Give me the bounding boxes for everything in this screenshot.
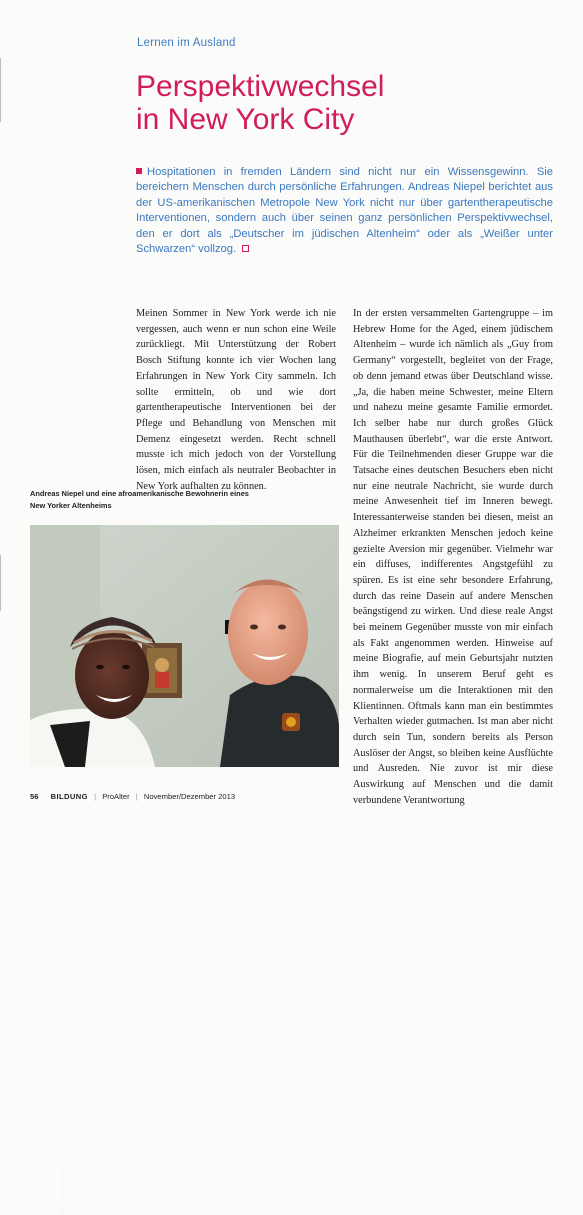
caption-line-2: New Yorker Altenheims	[30, 501, 112, 510]
photo-credit: Foto: Andreas Niepel	[61, 1168, 67, 1215]
footer-separator: |	[94, 792, 97, 801]
scan-edge-line	[0, 555, 1, 611]
footer-magazine: ProAlter	[102, 792, 130, 801]
body-column-1	[136, 306, 336, 494]
square-end-icon	[242, 245, 249, 252]
section-label: Lernen im Ausland	[137, 37, 236, 49]
caption-line-1: Andreas Niepel und eine afroamerikanische Bewohnerin eines	[30, 489, 249, 498]
photo-illustration	[30, 525, 339, 767]
title-line-1: Perspektivwechsel	[136, 70, 385, 103]
footer-section: BILDUNG	[50, 792, 88, 801]
square-bullet-icon	[136, 168, 142, 174]
body-paragraph: Meinen Sommer in New York werde ich nie vergessen, auch wenn er nun schon eine Weile zurückliegt. Mit Unterstützung der Robert Bosch Stiftung konnte ich vier Wochen lang Erfahrungen in New York City sammeln. Ich sollte ermitteln, ob und wie dort gartentherapeutische Interventionen bei der Pflege und Behandlung von Menschen mit Demenz eingesetzt werden. Recht schnell musste ich mich jedoch von der Vorstellung lösen, mich einfach als neutraler Beobachter in New York aufhalten zu können.	[136, 308, 336, 492]
page-footer	[30, 792, 235, 801]
body-paragraph: In der ersten versammelten Gartengruppe – im Hebrew Home for the Aged, einem jüdischem Altenheim – wurde ich nämlich als „Guy from Germany“ vorgestellt, begleitet von der Frage, ob denn jemand etwas über Deutschland wisse. „Ja, die haben meine Schwester, meine Eltern und nahezu meine gesamte Familie ermordet. Ich selber habe nur durch großes Glück Mauthausen überlebt“, war die erste Antwort. Für die Teilnehmenden dieser Gruppe war die Tatsache eines deutschen Besuchers eben nicht nur eine neutrale Nachricht, sie wurde durch meine Anwesenheit tief im Inneren bewegt. Interessanterweise standen bei diesen, meist an Alzheimer erkrankten Menschen jedoch keine gezielte Aversion mir gegenüber. Vielmehr war ein diffuses, indifferentes Angstgefühl zu spüren. Es ist eine sehr besondere Erfahrung, durch das reine Dasein auf andere Menschen beängstigend zu wirken. Und diese reale Angst bei meinem Gegenüber musste von mir einfach als Fakt angenommen werden. Hinweise auf meine Biografie, auf mein Geburtsjahr nutzten ihm wenig. In unserem Beruf geht es normalerweise um die Interaktionen mit den Klientinnen. Oftmals kann man ein bestimmtes Verhalten wieder gutmachen. Ist man aber nicht durch sein Tun, sondern bereits als Person Auslöser der Angst, so bleiben keine Ausflüchte und Ausreden. Nie zuvor ist mir diese Auswirkung auf Menschen und die damit verbundene Verantwortung	[353, 308, 553, 806]
lead-text: Hospitationen in fremden Ländern sind nicht nur ein Wissensgewinn. Sie bereichern Menschen durch persönliche Erfahrungen. Andreas Niepel berichtet aus der US-amerikanischen Metropole New York nicht nur über gartentherapeutische Interventionen, sondern auch über seinen ganz persönlichen Perspektivwechsel, den er dort als „Deutscher im jüdischen Altenheim“ oder als „Weißer unter Schwarzen“ vollzog.	[136, 166, 553, 256]
page-number: 56	[30, 792, 39, 801]
article-lead	[136, 165, 553, 257]
article-title	[136, 70, 384, 136]
body-column-2	[353, 306, 553, 809]
footer-issue: November/Dezember 2013	[143, 792, 236, 801]
photo-caption	[30, 488, 350, 512]
title-line-2: in New York City	[136, 103, 355, 136]
scan-edge-line	[0, 58, 1, 122]
photo-man-face	[228, 581, 308, 685]
footer-separator: |	[135, 792, 138, 801]
